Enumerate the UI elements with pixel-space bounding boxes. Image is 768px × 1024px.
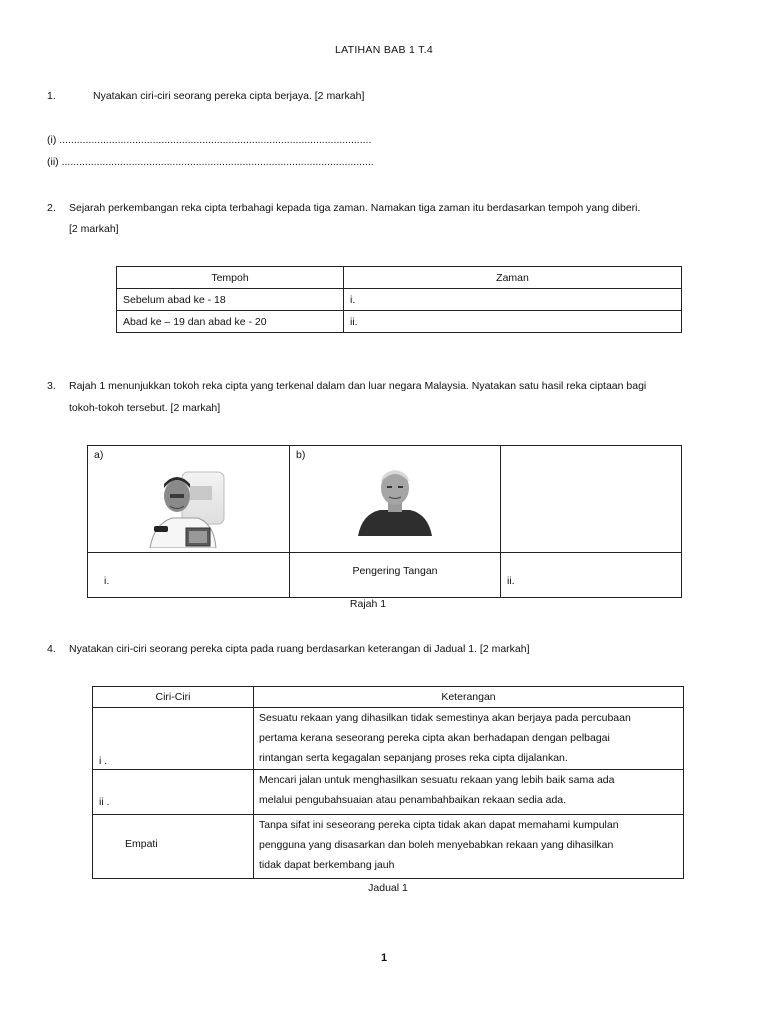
table-cell-ciri-answer[interactable] <box>93 770 254 815</box>
q4-text: Nyatakan ciri-ciri seorang pereka cipta pada ruang berdasarkan keterangan di Jadual 1. [2 markah] <box>69 643 530 655</box>
q4-number: 4. <box>47 643 56 655</box>
table-header-zaman: Zaman <box>344 267 682 289</box>
table-row <box>93 815 684 879</box>
keterangan-line: Tanpa sifat ini seseorang pereka cipta tidak akan dapat memahami kumpulan <box>259 819 619 831</box>
figure-answer-b-text: Pengering Tangan <box>352 565 438 577</box>
figure-cell-b <box>290 446 501 553</box>
q1-answer-ii[interactable]: (ii) ........................................................................................................... <box>47 156 374 168</box>
table-cell-zaman-answer[interactable]: i. <box>344 289 682 311</box>
ciri-label: Empati <box>125 838 158 850</box>
figure-answer-row <box>88 553 682 598</box>
figure-caption: Rajah 1 <box>349 598 387 610</box>
page-title: LATIHAN BAB 1 T.4 <box>334 44 434 56</box>
table-header-keterangan: Keterangan <box>254 687 684 708</box>
page-number: 1 <box>380 952 388 964</box>
figure-label-b: b) <box>296 449 306 461</box>
keterangan-line: Mencari jalan untuk menghasilkan sesuatu rekaan yang lebih baik sama ada <box>259 774 615 786</box>
figure-answer-a-label: i. <box>104 575 110 587</box>
inventor-b-photo <box>356 464 434 536</box>
figure-label-a: a) <box>94 449 104 461</box>
table-cell-ciri-answer[interactable] <box>93 708 254 770</box>
figure-cell-c <box>501 446 682 553</box>
table-cell-ciri <box>93 815 254 879</box>
q1-text: Nyatakan ciri-ciri seorang pereka cipta berjaya. [2 markah] <box>93 90 365 102</box>
q1-number: 1. <box>47 90 56 102</box>
figure-answer-a[interactable] <box>88 553 290 598</box>
figure-cell-a <box>88 446 290 553</box>
q4-table <box>92 686 684 879</box>
table-row <box>117 289 682 311</box>
q2-text-line1: Sejarah perkembangan reka cipta terbahagi kepada tiga zaman. Namakan tiga zaman itu berdasarkan tempoh yang diberi. <box>69 202 641 214</box>
table-cell-zaman-answer[interactable]: ii. <box>344 311 682 333</box>
keterangan-line: melalui pengubahsuaian atau penambahbaikan rekaan sedia ada. <box>259 794 567 806</box>
q3-text-line1: Rajah 1 menunjukkan tokoh reka cipta yang terkenal dalam dan luar negara Malaysia. Nyatakan satu hasil reka ciptaan bagi <box>69 380 647 392</box>
figure-image-row <box>88 446 682 553</box>
table-header-ciri: Ciri-Ciri <box>93 687 254 708</box>
q2-table <box>116 266 682 333</box>
q1-answer-i[interactable]: (i) ........................................................................................................... <box>47 134 372 146</box>
figure-answer-c-label: ii. <box>507 575 515 587</box>
q3-figure-table <box>87 445 682 598</box>
ciri-label: i . <box>99 755 108 767</box>
keterangan-line: tidak dapat berkembang jauh <box>259 859 395 871</box>
table-cell-keterangan <box>254 770 684 815</box>
table-caption: Jadual 1 <box>368 882 408 894</box>
q3-number: 3. <box>47 380 56 392</box>
table-cell-keterangan <box>254 708 684 770</box>
inventor-a-photo <box>146 466 228 548</box>
q2-number: 2. <box>47 202 56 214</box>
figure-answer-b <box>290 553 501 598</box>
figure-answer-c[interactable] <box>501 553 682 598</box>
table-header-tempoh: Tempoh <box>117 267 344 289</box>
keterangan-line: pengguna yang disasarkan dan boleh menyebabkan rekaan yang dihasilkan <box>259 839 614 851</box>
table-cell-tempoh: Abad ke – 19 dan abad ke - 20 <box>117 311 344 333</box>
ciri-label: ii . <box>99 796 110 808</box>
keterangan-line: pertama kerana seseorang pereka cipta akan berhadapan dengan pelbagai <box>259 732 610 744</box>
q2-text-line2: [2 markah] <box>69 223 119 235</box>
table-row <box>93 770 684 815</box>
keterangan-line: rintangan serta kegagalan sepanjang proses reka cipta dijalankan. <box>259 752 568 764</box>
q3-text-line2: tokoh-tokoh tersebut. [2 markah] <box>69 402 221 414</box>
table-cell-keterangan <box>254 815 684 879</box>
table-cell-tempoh: Sebelum abad ke - 18 <box>117 289 344 311</box>
table-header-row <box>117 267 682 289</box>
table-row <box>93 708 684 770</box>
table-row <box>117 311 682 333</box>
keterangan-line: Sesuatu rekaan yang dihasilkan tidak semestinya akan berjaya pada percubaan <box>259 712 631 724</box>
table-header-row <box>93 687 684 708</box>
